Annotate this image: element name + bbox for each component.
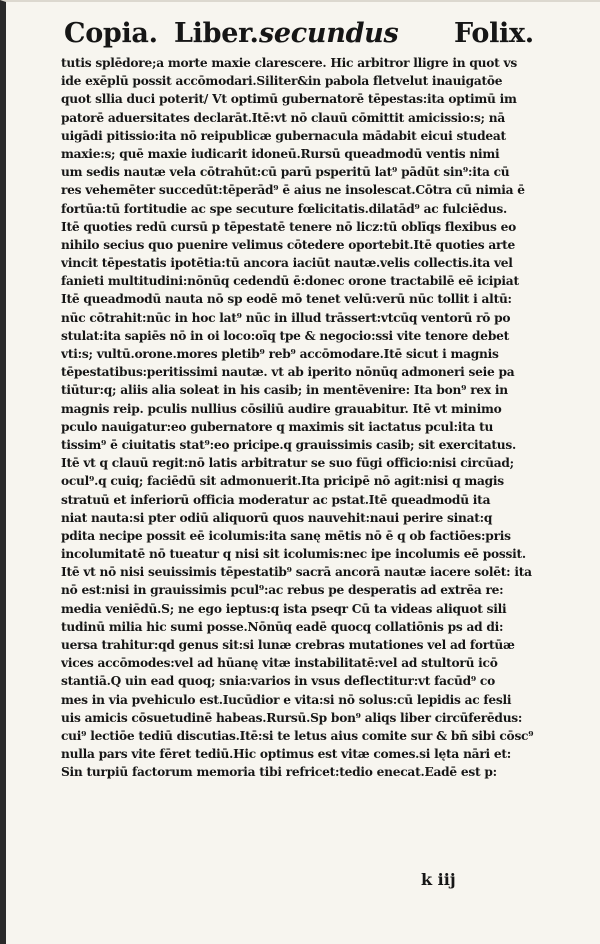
text-line: Itē queadmodū nauta nō sp eodē mō tenet velū:verū nūc tollit i altū: [61, 292, 512, 307]
text-line: mes in via pvehiculo est.Iucūdior e vita:si nō solus:cū lepidis ac fesli [61, 692, 512, 707]
text-line: uis amicis cōsuetudinē habeas.Rursū.Sp bon⁹ aliqs liber circūferēdus: [61, 710, 523, 725]
text-line: Itē vt q clauū regit:nō latis arbitratur se suo fūgi officio:nisi circūad; [61, 456, 514, 471]
text-line: Itē quoties redū cursū p tēpestatē tenere nō licz:tū oblīqs flexibus eo [61, 219, 517, 234]
text-line: um sedis nautæ vela cōtrahūt:cū parū psperitū lat⁹ pādūt sin⁹:ita cū [61, 165, 510, 180]
header-book-number: secundus [259, 18, 399, 49]
text-line: ide exēplū possit accōmodari.Siliter&in pabola fletvelut inauigatōe [61, 74, 503, 89]
signature-mark: k iij [421, 870, 456, 889]
header-left-title: Copia. [64, 18, 158, 49]
text-line: vincit tēpestatis ipotētia:tū ancora iaciūt nautæ.velis collectis.ita vel [61, 256, 513, 271]
text-line: tutis splēdore;a morte maxie clarescere. Hic arbitror lligre in quot vs [61, 56, 517, 70]
text-line: vices accōmodes:vel ad hūanę vitæ instabilitatē:vel ad stultorū icō [61, 656, 498, 671]
text-line: fanieti multitudini:nōnūq cedendū ē:donec orone tractabilē eē icipiat [61, 274, 519, 289]
text-line: ocul⁹.q cuiq; faciēdū sit admonuerit.Ita pricipē nō agit:nisi q magis [61, 474, 504, 489]
running-header [64, 12, 570, 52]
text-line: tēpestatibus:peritissimi nautæ. vt ab iperito nōnūq admoneri seie pa [61, 365, 515, 380]
text-line: fortūa:tū fortitudie ac spe secuture fœlicitatis.dilatād⁹ ac fulciēdus. [61, 201, 507, 216]
text-line: stantiā.Q uin ead quoq; snia:varios in vsus deflectitur:vt facūd⁹ co [61, 674, 495, 689]
text-line: niat nauta:si pter odiū aliquorū quos nauvehit:naui perire sinat:q [61, 510, 493, 525]
text-line: stratuū et inferiorū officia moderatur ac pstat.Itē queadmodū ita [61, 492, 491, 507]
header-folio: Folix. [454, 18, 534, 49]
text-line: tissim⁹ ē ciuitatis stat⁹:eo pricipe.q grauissimis casib; sit exercitatus. [61, 437, 517, 452]
text-line: quot sllia duci poterit/ Vt optimū gubernatorē tēpestas:ita optimū im [61, 92, 517, 107]
text-line: magnis reip. pculis nullius cōsiliū audire grauabitur. Itē vt minimo [61, 401, 502, 416]
text-line: Sin turpiū factorum memoria tibi refricet:tedio enecat.Eadē est p: [61, 765, 497, 780]
text-line: maxie:s; quē maxie iudicarit idoneū.Rursū queadmodū ventis nimi [61, 146, 500, 161]
text-line: vti:s; vultū.orone.mores pletib⁹ reb⁹ accōmodare.Itē sicut i magnis [61, 347, 499, 361]
text-line: tudinū milia hic sumi posse.Nōnūq eadē quocq collatiōnis ps ad di: [61, 619, 504, 634]
text-line: pculo nauigatur:eo gubernatore q maximis sit iactatus pcul:ita tu [61, 419, 494, 434]
text-line: cui⁹ lectiōe tediū discutias.Itē:si te letus aius comite sur & bñ sibi cōsc⁹ [61, 728, 534, 743]
text-line: media veniēdū.S; ne ego ieptus:q ista pseqr Cū ta videas aliquot sili [61, 601, 507, 616]
text-line: uersa trahitur:qd genus sit:si lunæ crebras mutationes vel ad fortūæ [61, 638, 515, 652]
text-line: res vehemēter succedūt:tēperād⁹ ē aius ne insolescat.Cōtra cū nimia ē [61, 183, 525, 198]
text-line: patorē aduersitates declarāt.Itē:vt nō clauū cōmittit amicissio:s; nā [61, 110, 506, 125]
text-line: uigādi pitissio:ita nō reipublicæ gubernacula mādabit eicui studeat [61, 128, 506, 143]
text-line: tiūtur:q; aliis alia soleat in his casib; in mentēvenire: Ita bon⁹ rex in [61, 383, 508, 398]
text-line: incolumitatē nō tueatur q nisi sit icolumis:nec ipe incolumis eē possit. [61, 547, 526, 562]
text-line: Itē vt nō nisi seuissimis tēpestatib⁹ sacrā ancorā nautæ iacere solēt: ita [61, 565, 532, 580]
text-line: nūc cōtrahit:nūc in hoc lat⁹ nūc in illud trāssert:vtcūq ventorū rō po [61, 310, 511, 325]
body-text [61, 54, 581, 782]
header-book-label: Liber. [174, 18, 259, 49]
text-line: nihilo secius quo puenire velimus cōtedere oportebit.Itē quoties arte [61, 237, 516, 252]
text-line: nō est:nisi in grauissimis pcul⁹:ac rebus pe desperatis ad extrēa re: [61, 583, 504, 598]
text-line: stulat:ita sapiēs nō in oi loco:oīq tpe & negocio:ssi vite tenore debet [61, 328, 509, 343]
text-line: pdita necipe possit eē icolumis:ita sanę mētis nō ē q ob factiōes:pris [61, 528, 511, 543]
text-line: nulla pars vite fēret tediū.Hic optimus est vitæ comes.si lęta nāri et: [61, 747, 511, 762]
